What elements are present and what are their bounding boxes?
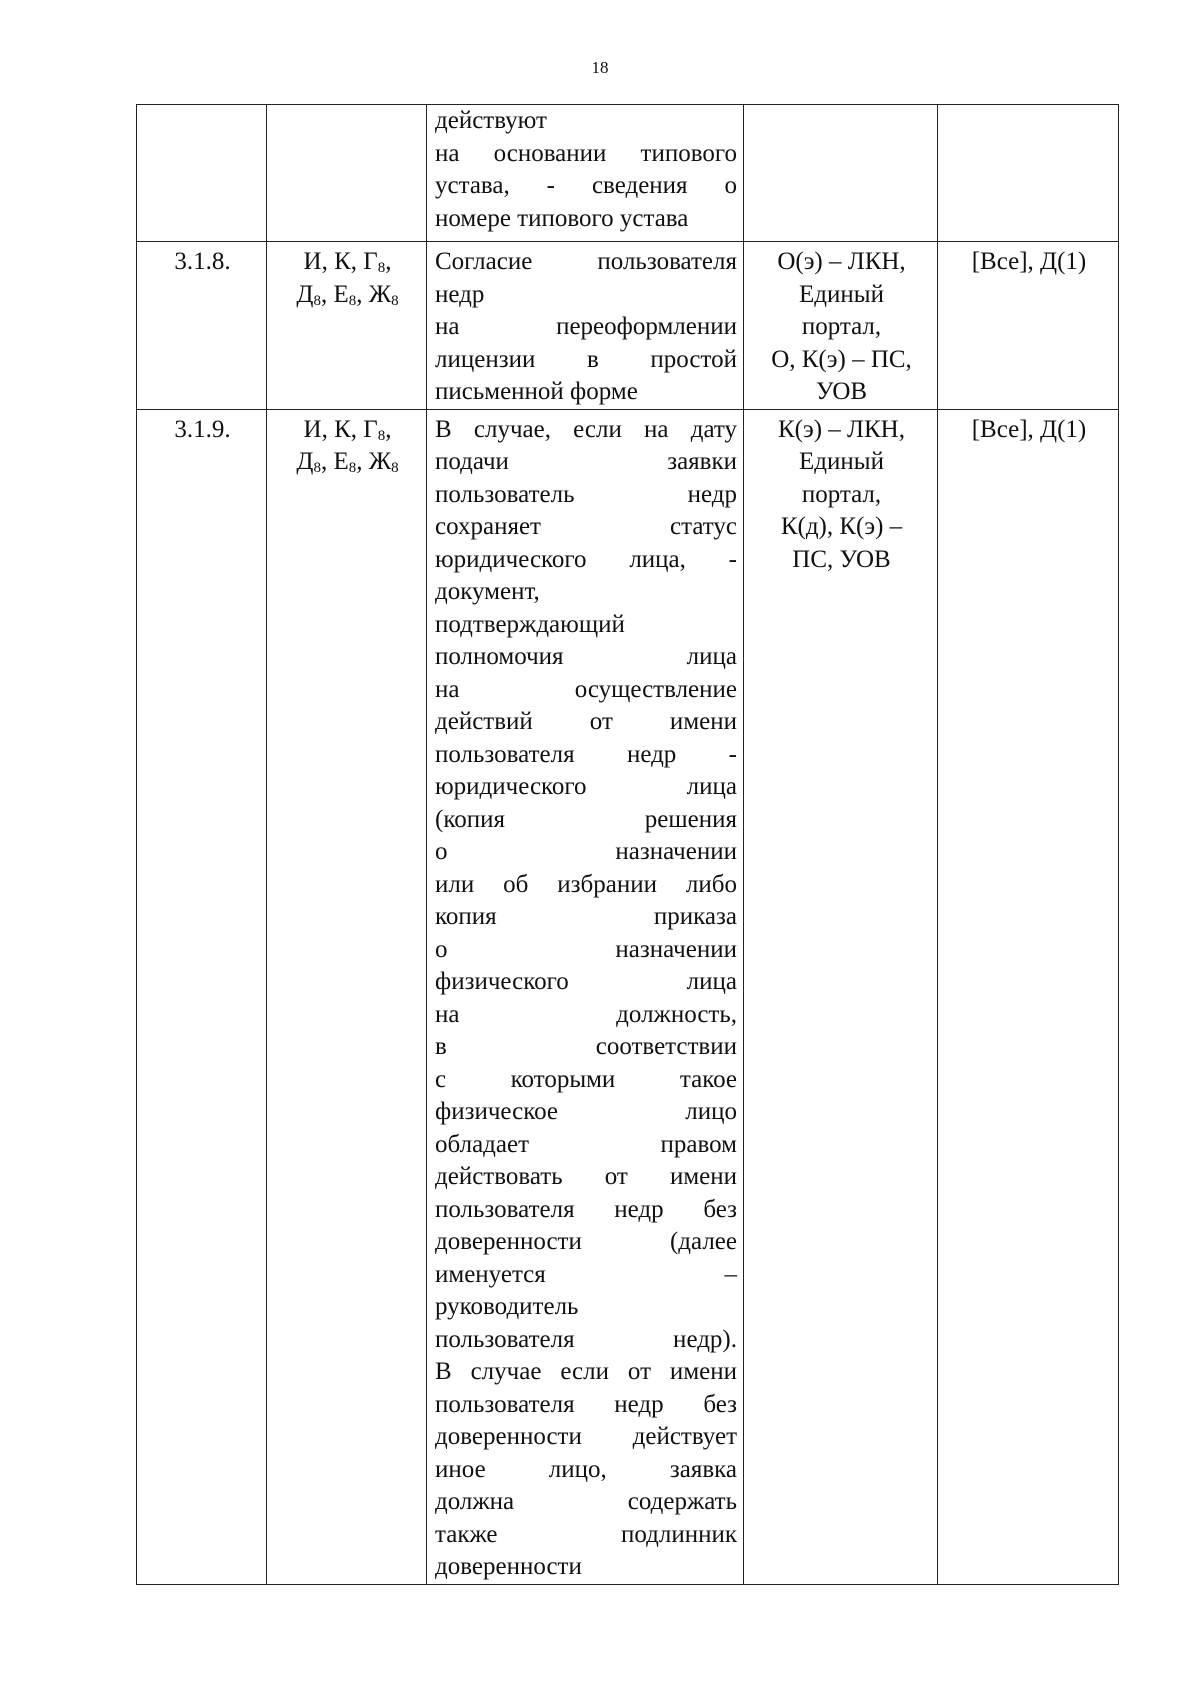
code-text: ,: [385, 415, 392, 443]
page-number: 18: [591, 58, 609, 77]
code-text: , Е: [320, 280, 349, 308]
document-text-line: В случае, если на дату: [435, 415, 737, 443]
row-number-cell: [137, 105, 267, 242]
document-text-line: физическое лицо: [435, 1098, 737, 1125]
document-text-line: на осуществление: [435, 675, 737, 703]
document-text-line: действовать от имени: [435, 1163, 737, 1190]
applicability-codes-cell: [267, 242, 427, 410]
submission-form-line: портал,: [801, 480, 882, 508]
notes-cell: [938, 105, 1119, 242]
document-text-line: документ,: [435, 578, 540, 605]
document-text-line: доверенности: [435, 1553, 582, 1580]
document-text-line: иное лицо, заявка: [435, 1455, 737, 1483]
document-description-cell: [427, 409, 744, 1584]
document-text-line: недр: [435, 280, 485, 308]
code-text: , Е: [320, 448, 349, 475]
submission-form-cell: [744, 409, 938, 1584]
document-text-line: доверенности (далее: [435, 1228, 737, 1255]
document-text-line: пользователя недр -: [435, 740, 737, 768]
document-text-line: сохраняет статус: [435, 513, 737, 540]
document-text-line: с которыми такое: [435, 1065, 737, 1093]
submission-form-cell: [744, 242, 938, 410]
document-text-line: руководитель: [435, 1293, 579, 1320]
code-text: И, К, Г: [303, 415, 378, 443]
document-text-line: пользователя недр без: [435, 1195, 737, 1223]
document-text-line: копия приказа: [435, 903, 737, 930]
notes-cell: [Все], Д(1): [938, 242, 1119, 410]
documents-table-body: [137, 105, 1119, 1585]
submission-form-line: портал,: [801, 313, 882, 340]
document-text-line: о назначении: [435, 935, 737, 963]
document-text-line: или об избрании либо: [435, 870, 737, 898]
code-text: Д: [296, 280, 314, 308]
document-text-line: доверенности действует: [435, 1423, 737, 1450]
code-subscript: 8: [313, 460, 321, 476]
code-subscript: 8: [348, 292, 357, 309]
applicability-codes-line: [275, 246, 420, 279]
code-subscript: 8: [377, 427, 386, 444]
document-text-line: Согласие пользователя: [435, 248, 737, 275]
document-text-line: (копия решения: [435, 805, 737, 833]
document-text-line: именуется –: [435, 1260, 737, 1288]
document-description-cell: [427, 242, 744, 410]
document-text-line: полномочия лица: [435, 643, 737, 670]
code-text: И, К, Г: [303, 248, 378, 275]
code-subscript: 8: [313, 292, 321, 309]
submission-form-line: О, К(э) – ПС,: [771, 345, 912, 373]
applicability-codes-line: [275, 446, 420, 479]
code-text: ,: [385, 248, 392, 275]
code-subscript: 8: [391, 292, 399, 309]
submission-form-line: ПС, УОВ: [792, 545, 891, 573]
document-text-line: на должность,: [435, 1000, 737, 1028]
document-text-line: на основании типового: [435, 139, 737, 167]
document-text-line: о назначении: [435, 838, 737, 865]
applicability-codes-line: [275, 279, 420, 312]
code-text: , Ж: [356, 448, 392, 475]
submission-form-cell: [744, 105, 938, 242]
document-text-line: должна содержать: [435, 1488, 737, 1515]
row-number-cell: 3.1.9.: [137, 409, 267, 1584]
document-text-line: письменной форме: [435, 378, 638, 405]
submission-form-line: УОВ: [815, 378, 868, 405]
document-text-line: пользователь недр: [435, 480, 737, 508]
submission-form-line: К(э) – ЛКН,: [778, 415, 905, 443]
table-row-3-1-9: [137, 409, 1119, 1584]
document-text-line: обладает правом: [435, 1130, 737, 1158]
document-text-line: юридического лица, -: [435, 545, 737, 573]
code-subscript: 8: [377, 260, 386, 276]
submission-form-line: К(д), К(э) –: [780, 513, 903, 540]
applicability-codes-cell: [267, 105, 427, 242]
document-text-line: также подлинник: [435, 1520, 737, 1548]
document-text-line: пользователя недр без: [435, 1390, 737, 1418]
document-text-line: действий от имени: [435, 708, 737, 735]
document-text-line: подтверждающий: [435, 610, 625, 638]
document-text-line: юридического лица: [435, 773, 737, 800]
code-subscript: 8: [391, 460, 399, 476]
table-row-continuation: [137, 105, 1119, 242]
document-text-line: на переоформлении: [435, 313, 737, 340]
document-text-line: в соответствии: [435, 1033, 737, 1060]
code-text: , Ж: [356, 280, 392, 308]
documents-table: [136, 104, 1119, 1585]
submission-form-line: Единый: [799, 280, 884, 308]
document-text-line: физического лица: [435, 968, 737, 995]
submission-form-line: Единый: [799, 448, 884, 475]
document-text-line: действуют: [435, 107, 547, 134]
applicability-codes-cell: [267, 409, 427, 1584]
notes-cell: [Все], Д(1): [938, 409, 1119, 1584]
document-text-line: номере типового устава: [435, 204, 689, 232]
row-number-cell: 3.1.8.: [137, 242, 267, 410]
code-text: Д: [296, 448, 314, 475]
document-text-line: подачи заявки: [435, 448, 737, 475]
table-row-3-1-8: [137, 242, 1119, 410]
document-text-line: пользователя недр).: [435, 1325, 737, 1353]
applicability-codes-line: [275, 414, 420, 447]
code-subscript: 8: [348, 460, 357, 476]
submission-form-line: О(э) – ЛКН,: [777, 248, 906, 275]
document-text-line: лицензии в простой: [435, 345, 737, 373]
document-text-line: устава, - сведения о: [435, 172, 737, 199]
document-text-line: В случае если от имени: [435, 1358, 737, 1385]
document-description-cell: [427, 105, 744, 242]
